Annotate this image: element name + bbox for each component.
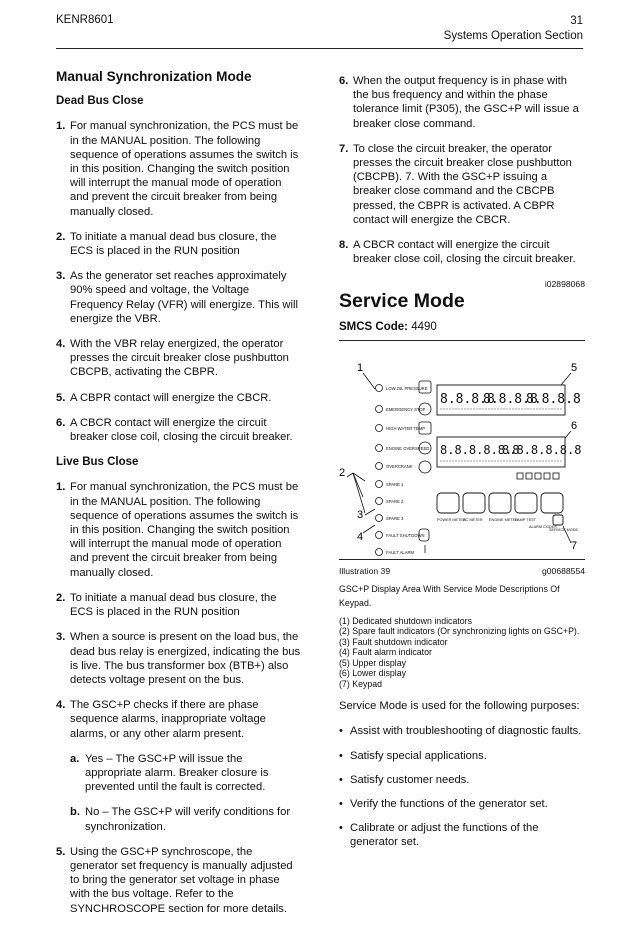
page-number: 31 bbox=[570, 15, 583, 27]
purpose-item bbox=[339, 821, 585, 849]
callout-3: 3 bbox=[357, 509, 364, 522]
panel-label-group bbox=[386, 386, 429, 555]
left-column bbox=[56, 70, 302, 927]
dead-bus-step bbox=[56, 337, 302, 380]
illustration-id: g00688554 bbox=[541, 566, 585, 577]
keypad-key bbox=[463, 493, 485, 513]
keypad-label: ALARM CODES bbox=[529, 525, 557, 530]
purpose-text: Assist with troubleshooting of diagnostic faults. bbox=[350, 725, 582, 738]
lower-display-digits bbox=[440, 443, 581, 457]
section-title: Manual Synchronization Mode bbox=[56, 69, 252, 84]
dead-bus-heading: Dead Bus Close bbox=[56, 95, 144, 108]
step-number: 1. bbox=[56, 120, 66, 133]
page-header-right bbox=[444, 14, 583, 44]
figure-legend-item: (1) Dedicated shutdown indicators bbox=[339, 615, 473, 626]
keypad-key bbox=[541, 493, 563, 513]
step-text: With the VBR relay energized, the operator presses the circuit breaker close pushbutton CBCPB, activating the CBPR. bbox=[70, 338, 289, 379]
panel-label: SPARE 2 bbox=[386, 499, 404, 505]
indicator-lights bbox=[376, 385, 383, 556]
keypad-label: AC METER bbox=[463, 518, 483, 523]
step-number: 6. bbox=[339, 75, 349, 87]
upper-display-digits bbox=[440, 392, 581, 407]
panel-label: FAULT SHUTDOWN bbox=[386, 533, 425, 539]
sub-step-letter: b. bbox=[70, 806, 80, 819]
step-text: The GSC+P checks if there are phase sequence alarms, inappropriate voltage alarms, or any other alarm present. bbox=[70, 699, 266, 740]
dead-bus-step bbox=[56, 391, 302, 405]
keypad-label: POWER METER bbox=[437, 518, 466, 523]
lower-digits: 8.8.8.8.8.8 bbox=[440, 443, 520, 458]
bullet-icon: • bbox=[339, 749, 343, 762]
callout-2: 2 bbox=[339, 467, 346, 480]
purpose-item bbox=[339, 773, 585, 787]
service-mode-title: Service Mode bbox=[339, 289, 465, 312]
live-bus-sub-step bbox=[70, 752, 302, 795]
right-column bbox=[339, 74, 585, 860]
step-number: 1. bbox=[56, 481, 66, 494]
step-number: 7. bbox=[339, 142, 349, 155]
live-bus-step bbox=[56, 845, 302, 916]
bullet-icon: • bbox=[339, 797, 343, 810]
gsc-display-diagram bbox=[339, 362, 585, 556]
sub-step-text: Yes – The GSC+P will issue the appropriate alarm. Breaker closure is prevented until the fault is corrected. bbox=[85, 752, 269, 794]
figure-description: GSC+P Display Area With Service Mode Descriptions Of Keypad. bbox=[339, 584, 560, 609]
reference-id: i02898068 bbox=[544, 279, 585, 290]
figure-divider bbox=[339, 559, 585, 560]
bullet-icon: • bbox=[339, 773, 343, 786]
upper-digits: 8.8.8.8 bbox=[440, 392, 495, 408]
purpose-text: Satisfy customer needs. bbox=[350, 773, 470, 786]
step-text: When a source is present on the load bus, the dead bus relay is energized, indicating the bus is live. The bus transformer box (BTB+) also detects voltage present on the bus. bbox=[70, 631, 301, 686]
keypad-label: ENGINE METER bbox=[489, 518, 518, 523]
panel-label: ENGINE OVERSPEED bbox=[386, 446, 430, 452]
step-number: 6. bbox=[56, 416, 66, 429]
step-text: To close the circuit breaker, the operator presses the circuit breaker close pushbutton (CBCPB). 7. With the GSC+P issuing a breaker close command and the CBCPB pressed, the CBPR is activated. A CBPR contact will energize the CBCR. bbox=[353, 142, 572, 226]
figure-legend-item: (6) Lower display bbox=[339, 668, 406, 679]
panel-label: HIGH WATER TEMP bbox=[386, 426, 426, 432]
step-number: 5. bbox=[56, 845, 66, 858]
step-number: 4. bbox=[56, 699, 66, 712]
purpose-item bbox=[339, 749, 585, 763]
continued-step bbox=[339, 74, 585, 131]
panel-label: LOW OIL PRESSURE bbox=[386, 386, 428, 392]
header-divider bbox=[56, 48, 583, 49]
sub-step-letter: a. bbox=[70, 752, 80, 765]
status-icon bbox=[517, 473, 523, 479]
gsc-display-figure bbox=[339, 362, 585, 556]
live-bus-sub-step bbox=[70, 805, 302, 833]
sub-step-text: No – The GSC+P will verify conditions for synchronization. bbox=[85, 806, 291, 833]
step-text: A CBPR contact will energize the CBCR. bbox=[70, 391, 272, 404]
live-bus-heading: Live Bus Close bbox=[56, 456, 139, 469]
bullet-icon: • bbox=[339, 822, 343, 835]
step-number: 8. bbox=[339, 239, 349, 252]
lower-digits: 8.8.8.8.8.8 bbox=[502, 443, 582, 458]
document-id: KENR8601 bbox=[56, 14, 114, 26]
step-text: As the generator set reaches approximately 90% speed and voltage, the Voltage Frequency Relay (VFR) will energize. This will energize the VBR. bbox=[70, 270, 298, 325]
continued-step bbox=[339, 142, 585, 227]
purpose-item bbox=[339, 797, 585, 811]
figure-legend-item: (7) Keypad bbox=[339, 678, 383, 689]
upper-digits: 8.8.8.8 bbox=[483, 392, 538, 408]
callout-4: 4 bbox=[357, 531, 364, 544]
step-text: To initiate a manual dead bus closure, the ECS is placed in the RUN position bbox=[70, 230, 277, 258]
panel-label: FAULT ALARM bbox=[386, 550, 415, 556]
smcs-label: SMCS Code: bbox=[339, 320, 408, 333]
step-number: 2. bbox=[56, 591, 66, 604]
callout-7: 7 bbox=[571, 540, 578, 553]
status-icon bbox=[544, 473, 550, 479]
overcrank-icon bbox=[419, 461, 431, 473]
step-number: 4. bbox=[56, 338, 66, 351]
keypad-key bbox=[489, 493, 511, 513]
smcs-code bbox=[339, 320, 585, 334]
dead-bus-step bbox=[56, 416, 302, 444]
callout-5: 5 bbox=[571, 362, 578, 375]
illustration-label: Illustration 39 bbox=[339, 566, 391, 577]
callout-1: 1 bbox=[357, 362, 364, 375]
purpose-text: Calibrate or adjust the functions of the generator set. bbox=[350, 822, 539, 849]
dead-bus-step bbox=[56, 119, 302, 218]
step-text: Using the GSC+P synchroscope, the generator set frequency is manually adjusted to bring the generator set voltage in phase with the bus voltage. Refer to the SYNCHROSCOPE section for more details. bbox=[70, 845, 293, 915]
status-icon bbox=[553, 473, 559, 479]
keypad-key bbox=[553, 515, 563, 525]
step-number: 5. bbox=[56, 391, 66, 404]
step-text: A CBCR contact will energize the circuit breaker close coil, closing the circuit breaker. bbox=[353, 239, 576, 266]
section-divider bbox=[339, 340, 585, 341]
status-icon bbox=[526, 473, 532, 479]
step-number: 3. bbox=[56, 270, 66, 283]
step-number: 2. bbox=[56, 230, 66, 243]
section-name: Systems Operation Section bbox=[443, 30, 583, 42]
step-number: 3. bbox=[56, 631, 66, 644]
smcs-value: 4490 bbox=[411, 320, 437, 333]
live-bus-step bbox=[56, 698, 302, 741]
live-bus-step bbox=[56, 480, 302, 579]
service-mode-intro: Service Mode is used for the following purposes: bbox=[339, 700, 580, 713]
panel-label: SPARE 3 bbox=[386, 516, 404, 522]
live-bus-step bbox=[56, 630, 302, 687]
panel-label: EMERGENCY STOP bbox=[386, 407, 426, 413]
status-icons bbox=[517, 473, 559, 479]
step-text: For manual synchronization, the PCS must be in the MANUAL position. The following sequence of operations assumes the switch is in this position. Changing the switch position will interrupt the manual mode of operation and prevent the circuit breaker from being manually closed. bbox=[70, 481, 299, 579]
status-icon bbox=[535, 473, 541, 479]
bullet-icon: • bbox=[339, 725, 343, 738]
continued-step bbox=[339, 238, 585, 266]
purpose-item bbox=[339, 724, 585, 738]
step-text: When the output frequency is in phase with the bus frequency and within the phase tolerance limit (P305), the GSC+P will issue a breaker close command. bbox=[353, 75, 579, 130]
panel-label: SPARE 1 bbox=[386, 482, 404, 488]
dead-bus-step bbox=[56, 269, 302, 326]
step-text: For manual synchronization, the PCS must be in the MANUAL position. The following sequence of operations assumes the switch is in this position. Changing the switch position will interrupt the manual mode of operation and prevent the circuit breaker from being manually closed. bbox=[70, 120, 299, 218]
figure-legend bbox=[339, 616, 585, 690]
figure-legend-item: (5) Upper display bbox=[339, 657, 406, 668]
callout-6: 6 bbox=[571, 420, 578, 433]
step-text: A CBCR contact will energize the circuit breaker close coil, closing the circuit breaker. bbox=[70, 416, 293, 444]
dead-bus-step bbox=[56, 230, 302, 258]
keypad-label: LAMP TEST bbox=[515, 518, 536, 523]
keypad-key bbox=[437, 493, 459, 513]
purpose-text: Verify the functions of the generator set. bbox=[350, 797, 548, 810]
upper-digits: 8.8.8.8 bbox=[526, 392, 581, 408]
live-bus-step bbox=[56, 591, 302, 619]
keypad-label: SERVICE MODE bbox=[549, 528, 579, 533]
purpose-text: Satisfy special applications. bbox=[350, 749, 487, 762]
figure-legend-item: (3) Fault shutdown indicator bbox=[339, 636, 448, 647]
figure-caption-row bbox=[339, 564, 585, 578]
keypad-key bbox=[515, 493, 537, 513]
figure-legend-item: (2) Spare fault indicators (Or synchronizing lights on GSC+P). bbox=[339, 626, 580, 637]
panel-label: OVERCRANK bbox=[386, 464, 413, 470]
step-text: To initiate a manual dead bus closure, the ECS is placed in the RUN position bbox=[70, 591, 277, 619]
figure-legend-item: (4) Fault alarm indicator bbox=[339, 647, 432, 658]
